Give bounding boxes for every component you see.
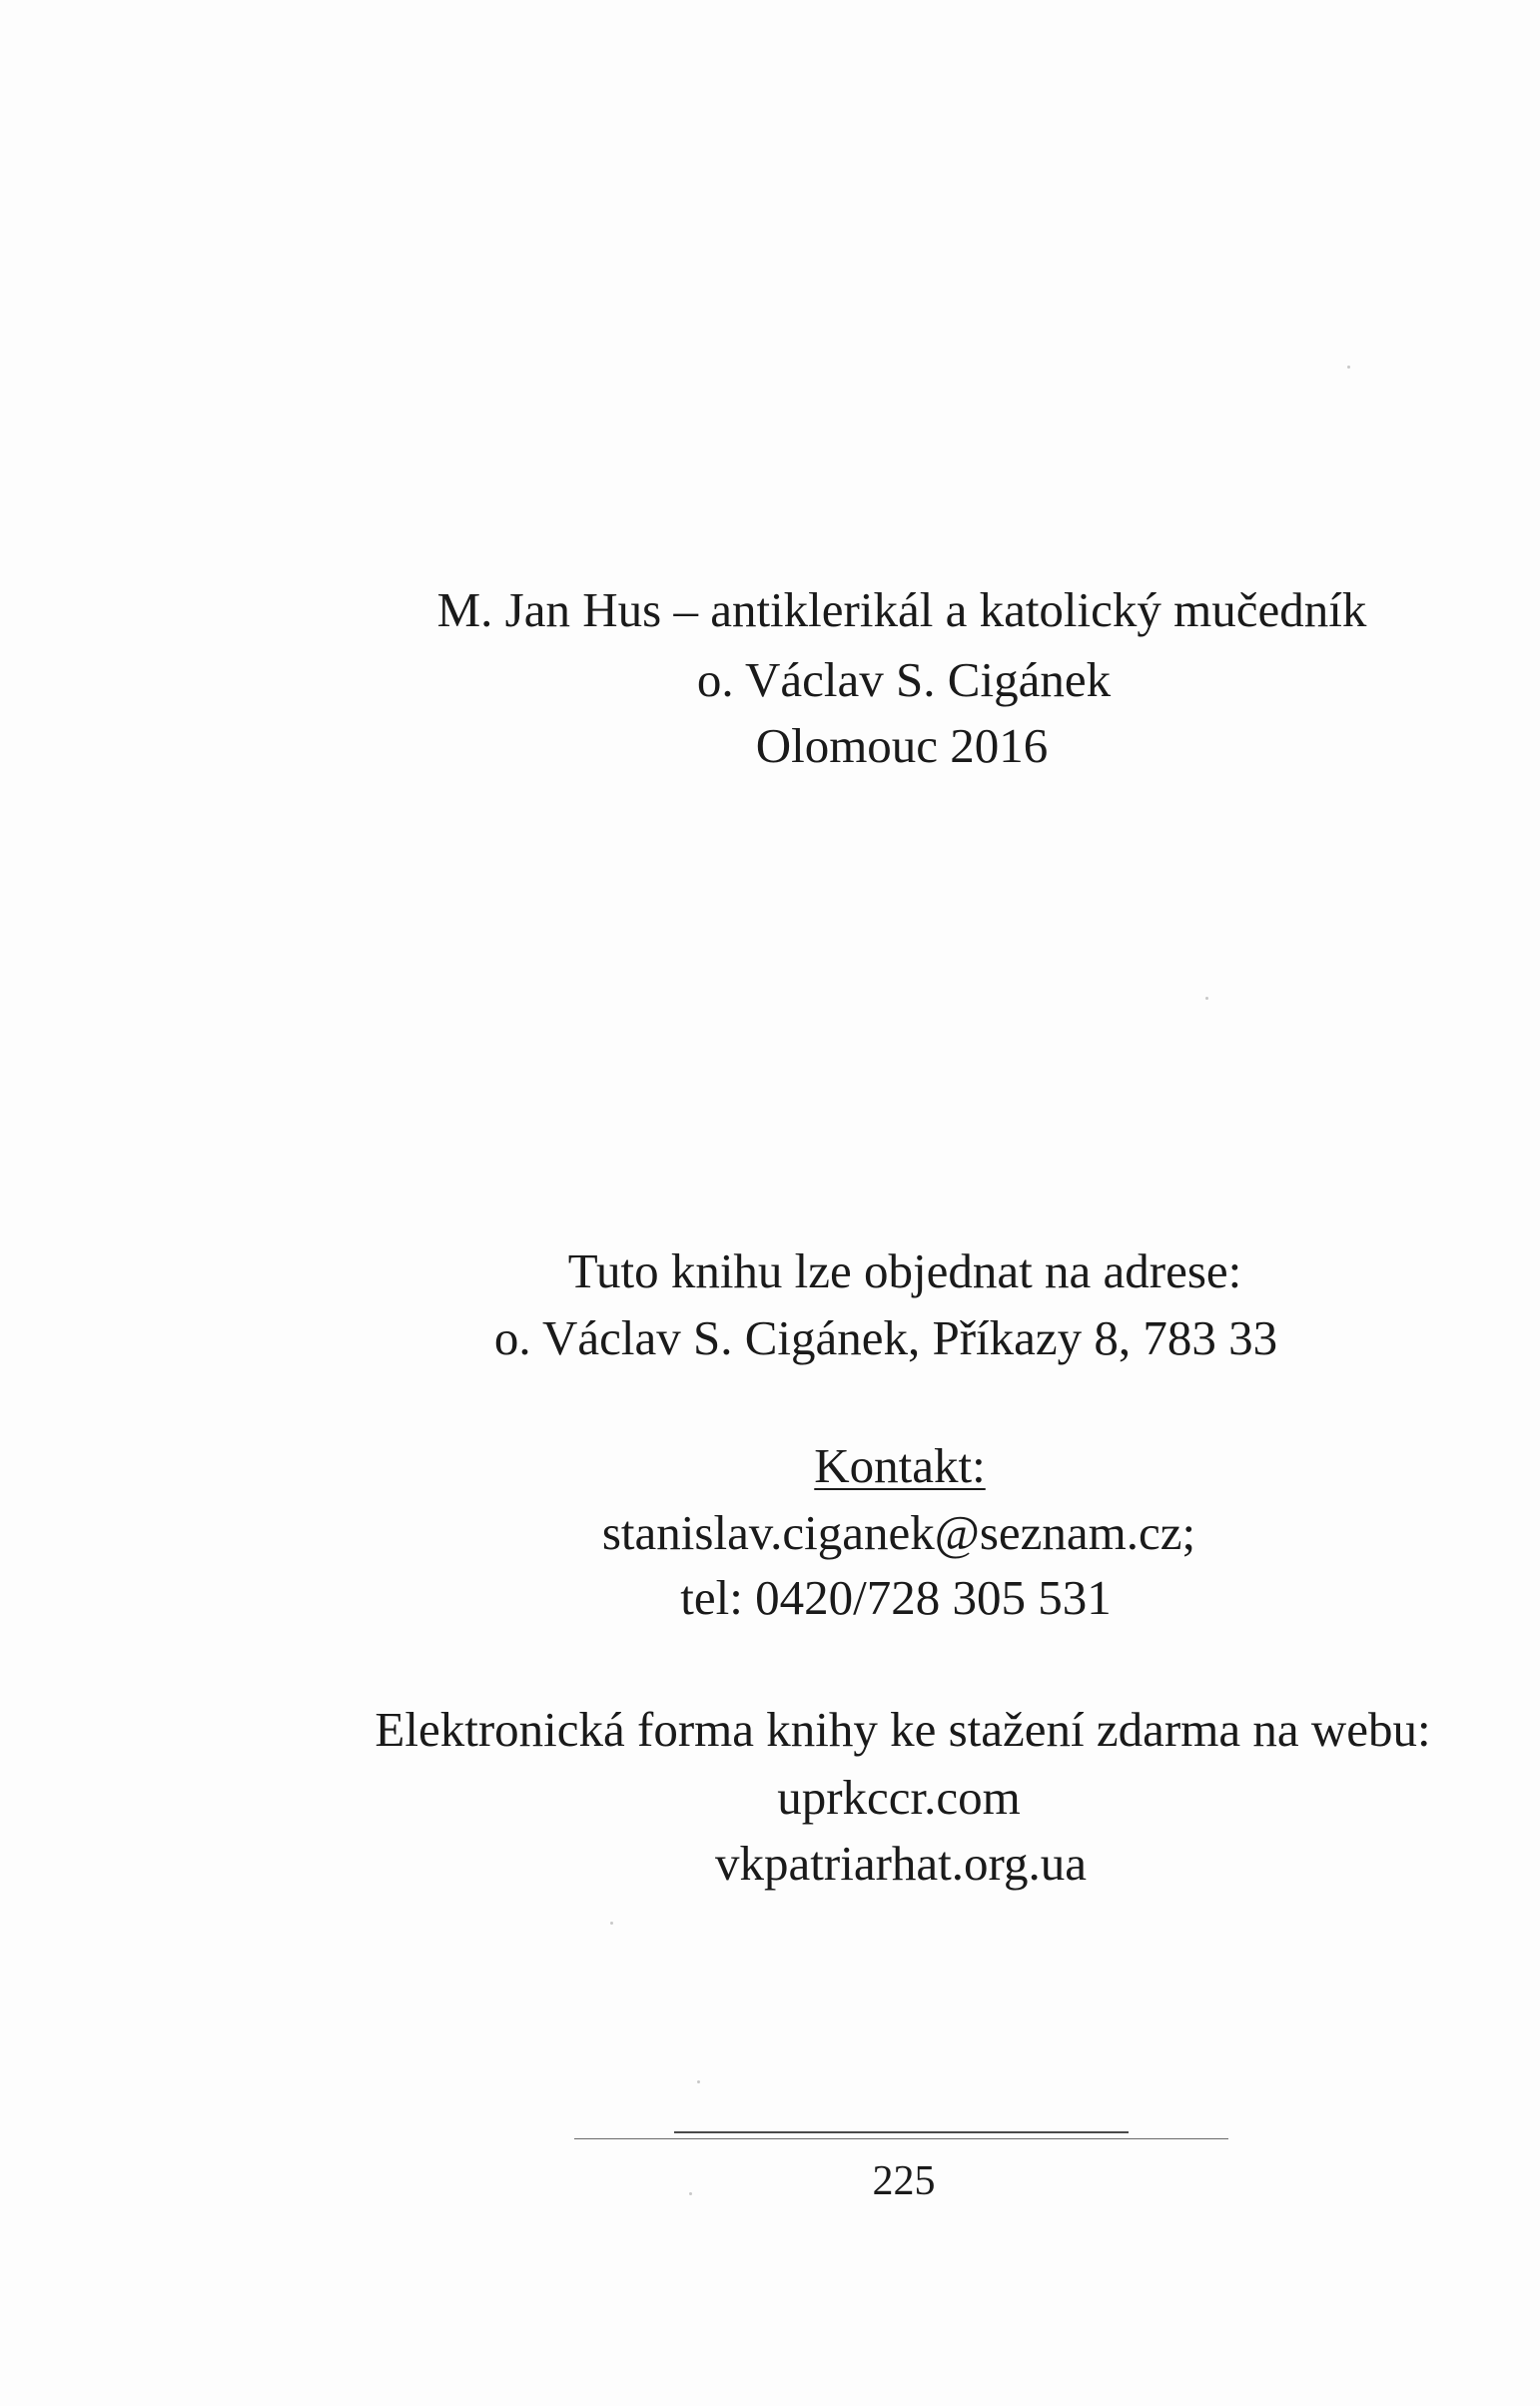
contact-email: stanislav.ciganek@seznam.cz; <box>601 1505 1196 1560</box>
scan-speck <box>689 2192 692 2195</box>
order-intro: Tuto knihu lze objednat na adrese: <box>567 1243 1242 1298</box>
contact-phone: tel: 0420/728 305 531 <box>680 1570 1112 1625</box>
download-site-2: vkpatriarhat.org.ua <box>715 1836 1087 1891</box>
scan-speck <box>1347 366 1350 369</box>
scan-speck <box>1205 997 1208 1000</box>
order-address: o. Václav S. Cigánek, Příkazy 8, 783 33 <box>493 1310 1278 1365</box>
book-title: M. Jan Hus – antiklerikál a katolický mučedník <box>436 582 1367 637</box>
page-number: 225 <box>872 2158 936 2204</box>
footer-rule-inner <box>674 2131 1129 2133</box>
scan-speck <box>610 1922 613 1925</box>
download-site-1: uprkccr.com <box>777 1770 1021 1825</box>
book-place-year: Olomouc 2016 <box>755 718 1049 773</box>
contact-heading: Kontakt: <box>814 1438 986 1493</box>
footer-rule-outer <box>574 2138 1228 2139</box>
download-intro: Elektronická forma knihy ke stažení zdarma na webu: <box>375 1702 1431 1757</box>
scan-speck <box>697 2080 700 2083</box>
book-author: o. Václav S. Cigánek <box>696 652 1112 707</box>
